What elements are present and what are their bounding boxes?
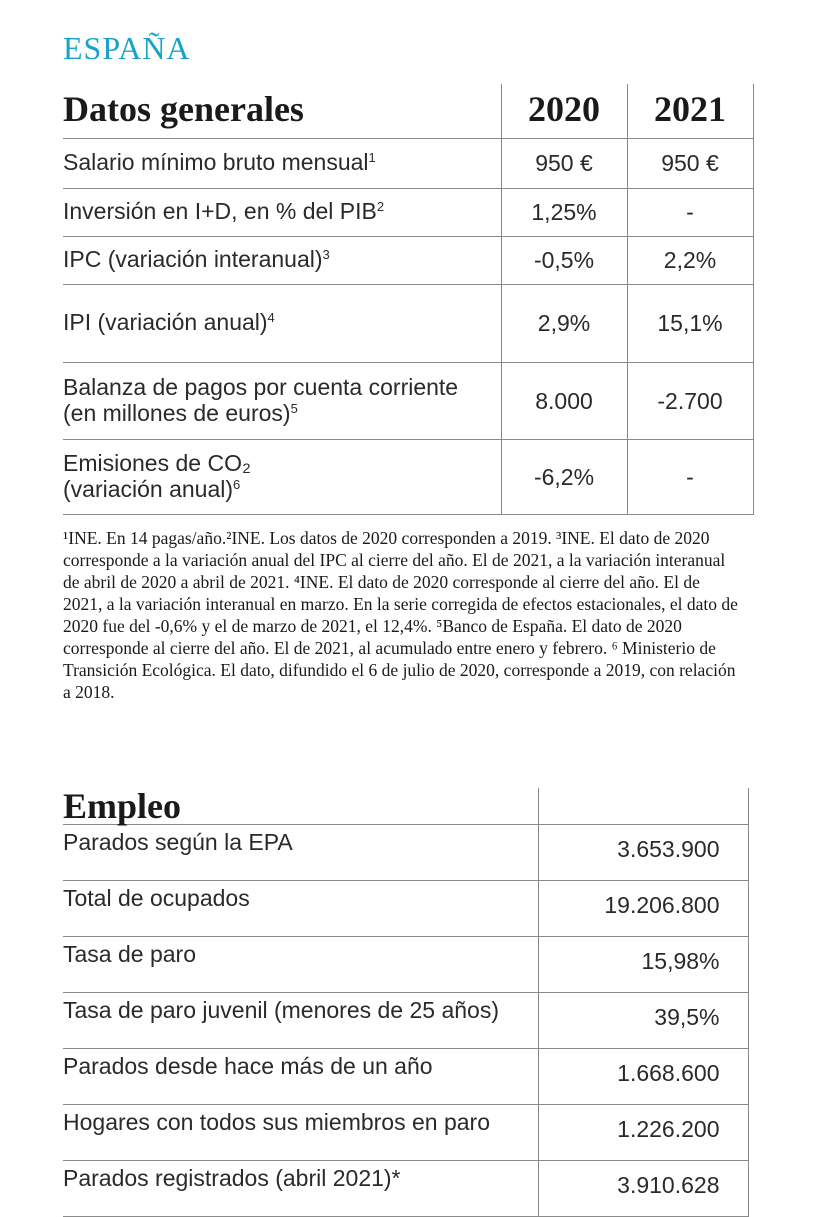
table-row	[63, 285, 753, 363]
value-2020: 1,25%	[501, 189, 627, 237]
row-label: Tasa de paro	[63, 937, 538, 993]
table-row	[63, 825, 748, 881]
country-heading: ESPAÑA	[63, 30, 191, 66]
row-value: 19.206.800	[538, 881, 748, 937]
employment-header-blank	[538, 788, 748, 825]
footnote-marker: 6	[233, 476, 241, 492]
row-label: Total de ocupados	[63, 881, 538, 937]
table-row	[63, 1105, 748, 1161]
table-row	[63, 1161, 748, 1217]
footnote-marker: 2	[376, 199, 385, 214]
row-value: 1.668.600	[538, 1049, 748, 1105]
table-row	[63, 189, 753, 237]
value-2021: -	[627, 440, 753, 515]
row-label: Salario mínimo bruto mensual	[63, 149, 369, 175]
footnote-marker: 1	[368, 150, 376, 165]
employment-title: Empleo	[63, 788, 538, 825]
value-2020: 8.000	[501, 363, 627, 440]
row-label: IPI (variación anual)	[63, 309, 268, 335]
table-row	[63, 237, 753, 285]
value-2020: -6,2%	[501, 440, 627, 515]
row-value: 39,5%	[538, 993, 748, 1049]
value-2021: -	[627, 189, 753, 237]
general-data-header-row	[63, 84, 753, 139]
row-value: 3.653.900	[538, 825, 748, 881]
value-2020: 2,9%	[501, 285, 627, 363]
general-data-title: Datos generales	[63, 84, 501, 139]
year-2021-header: 2021	[627, 84, 753, 139]
row-label-line2: (en millones de euros)	[63, 399, 291, 426]
row-label: Hogares con todos sus miembros en paro	[63, 1105, 538, 1161]
table-row	[63, 937, 748, 993]
value-2021: -2.700	[627, 363, 753, 440]
row-label: Parados según la EPA	[63, 825, 538, 881]
table-row	[63, 1049, 748, 1105]
row-label-line1: Balanza de pagos por cuenta corriente	[63, 373, 459, 400]
value-2021: 950 €	[627, 139, 753, 189]
employment-header-row	[63, 788, 748, 825]
footnotes: ¹INE. En 14 pagas/año.²INE. Los datos de 2020 corresponden a 2019. ³INE. El dato de 2020 corresponde a la variación anual del IPC al cierre del año. El de 2021, a la variación interanual de abril de 2020 a abril de 2021. ⁴INE. El dato de 2020 corresponde al cierre del año. El de 2021, a la variación interanual en marzo. En la serie corregida de efectos estacionales, el dato de 2020 fue del -0,6% y el de marzo de 2021, el 12,4%. ⁵Banco de España. El dato de 2020 corresponde al cierre del año. El de 2021, al acumulado entre enero y febrero. ⁶ Ministerio de Transición Ecológica. El dato, difundido el 6 de julio de 2020, corresponde a 2019, con relación a 2018.	[63, 528, 738, 702]
table-row	[63, 440, 753, 515]
value-2020: 950 €	[501, 139, 627, 189]
footnote-marker: 4	[267, 310, 275, 325]
value-2020: -0,5%	[501, 237, 627, 285]
row-label-line2: (variación anual)	[63, 475, 234, 502]
row-value: 3.910.628	[538, 1161, 748, 1217]
row-value: 15,98%	[538, 937, 748, 993]
table-row	[63, 881, 748, 937]
row-value: 1.226.200	[538, 1105, 748, 1161]
row-label: Parados registrados (abril 2021)*	[63, 1161, 538, 1217]
row-label: IPC (variación interanual)	[63, 246, 323, 272]
footnote-marker: 5	[290, 400, 298, 416]
table-row	[63, 363, 753, 440]
row-label: Parados desde hace más de un año	[63, 1049, 538, 1105]
footnote-marker: 3	[322, 247, 330, 262]
table-row	[63, 993, 748, 1049]
table-row	[63, 139, 753, 189]
year-2020-header: 2020	[501, 84, 627, 139]
value-2021: 2,2%	[627, 237, 753, 285]
row-label: Tasa de paro juvenil (menores de 25 años)	[63, 993, 538, 1049]
value-2021: 15,1%	[627, 285, 753, 363]
row-label: Inversión en I+D, en % del PIB	[63, 198, 377, 224]
general-data-table	[63, 84, 754, 515]
row-label-line1: Emisiones de CO₂	[63, 449, 251, 476]
employment-table	[63, 788, 749, 1217]
